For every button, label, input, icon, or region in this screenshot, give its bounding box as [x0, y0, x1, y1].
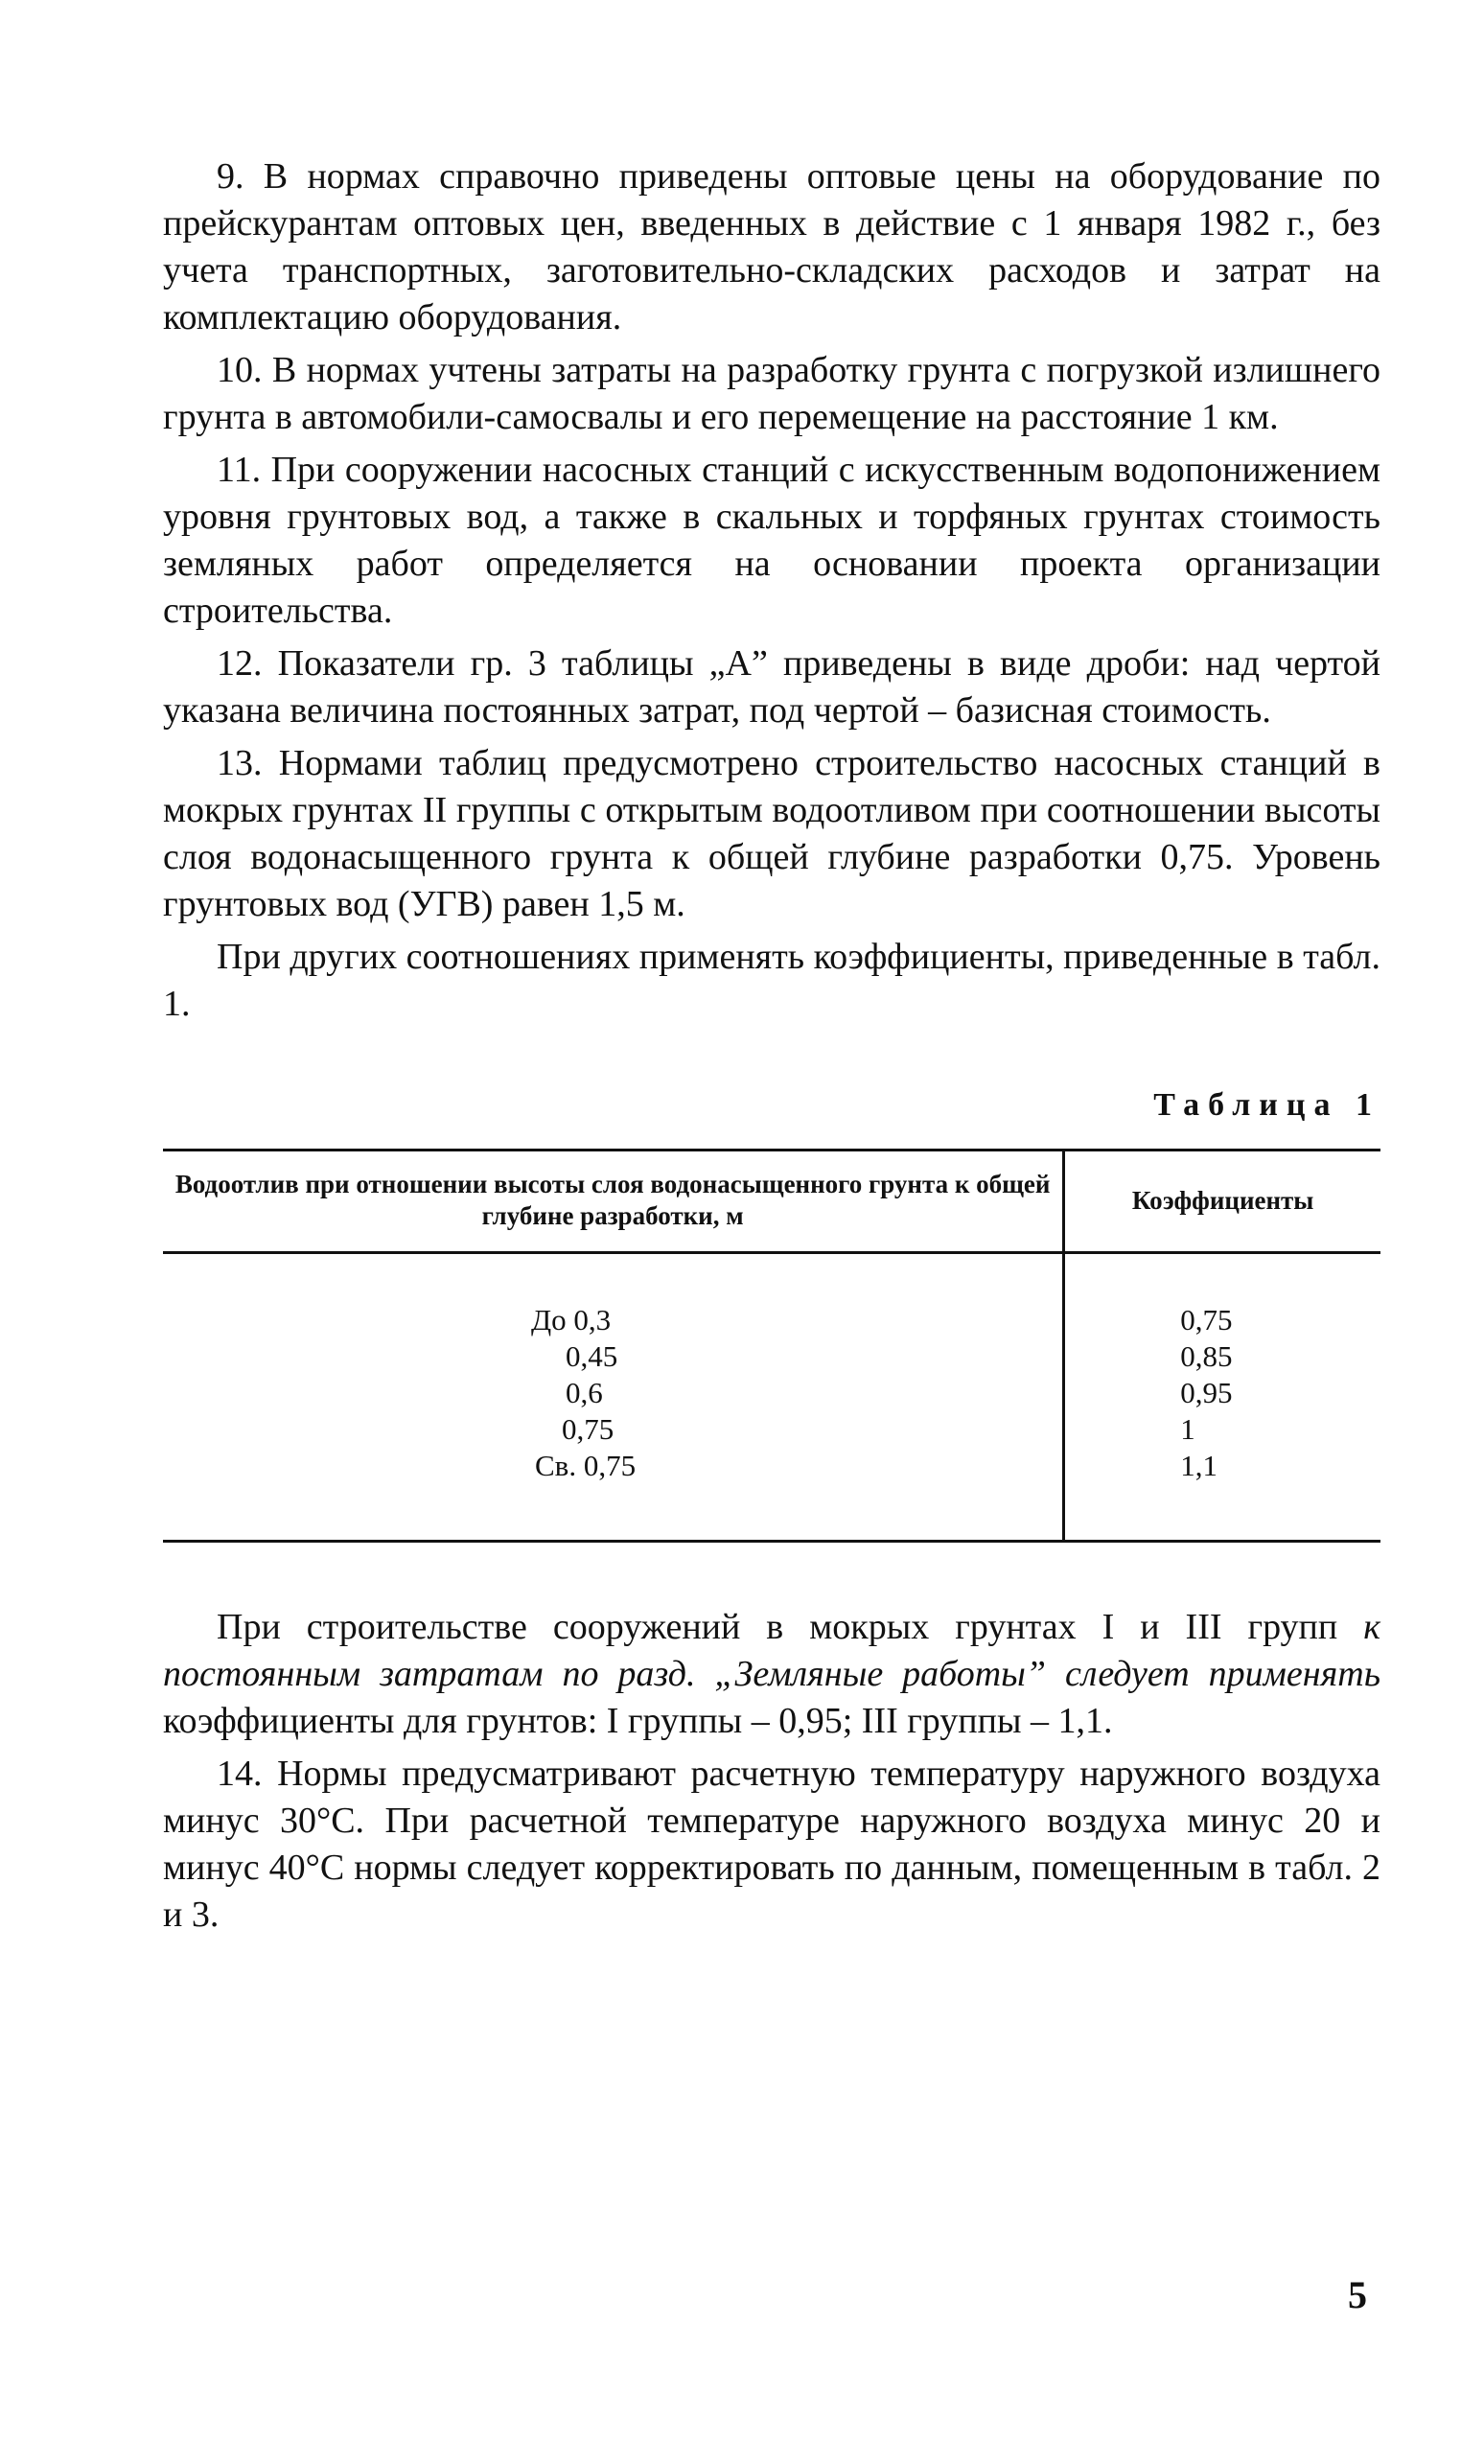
soil-groups-text-1: При строительстве сооружений в мокрых грунтах I и III групп — [217, 1607, 1364, 1647]
soil-groups-text-italic: к постоянным затратам по разд. „Земляные работы” следует применять — [163, 1607, 1380, 1694]
paragraph-soil-groups — [163, 1604, 1380, 1745]
soil-groups-text-2: коэффициенты для грунтов: I группы – 0,95; III группы – 1,1. — [163, 1701, 1113, 1741]
ratio-value: 0,75 — [562, 1412, 614, 1446]
document-page — [163, 153, 1380, 1944]
paragraph-14: 14. Нормы предусматривают расчетную температуру наружного воздуха минус 30°С. При расчетной температуре наружного воздуха минус 20 и минус 40°С нормы следует корректировать по данным, помещенным в табл. 2 и 3. — [163, 1754, 1380, 1935]
coefficient-value: 0,85 — [1180, 1339, 1233, 1373]
paragraph-11: 11. При сооружении насосных станций с искусственным водопонижением уровня грунтовых вод, а также в скальных и торфяных грунтах стоимость земляных работ определяется на основании проекта организации строительства. — [163, 450, 1380, 631]
table-header-coefficients: Коэффициенты — [1064, 1151, 1380, 1253]
coefficient-value: 0,75 — [1180, 1303, 1233, 1337]
table-header-ratio: Водоотлив при отношении высоты слоя водонасыщенного грунта к общей глубине разработки, м — [163, 1151, 1064, 1253]
coefficient-column — [1064, 1253, 1380, 1542]
paragraph-13: 13. Нормами таблиц предусмотрено строительство насосных станций в мокрых грунтах II группы с открытым водоотливом при соотношении высоты слоя водонасыщенного грунта к общей глубине разработки 0,75. Уровень грунтовых вод (УГВ) равен 1,5 м. — [163, 743, 1380, 924]
ratio-value: 0,6 — [566, 1376, 603, 1409]
paragraph-10: 10. В нормах учтены затраты на разработку грунта с погрузкой излишнего грунта в автомобили-самосвалы и его перемещение на расстояние 1 км. — [163, 350, 1380, 437]
paragraph-9: 9. В нормах справочно приведены оптовые цены на оборудование по прейскурантам оптовых цен, введенных в действие с 1 января 1982 г., без учета транспортных, заготовительно-складских расходов и затрат на комплектацию оборудования. — [163, 156, 1380, 337]
ratio-column — [163, 1253, 1064, 1542]
ratio-value: До 0,3 — [531, 1303, 612, 1337]
paragraph-13-continuation: При других соотношениях применять коэффициенты, приведенные в табл. 1. — [163, 937, 1380, 1024]
coefficient-value: 1 — [1180, 1412, 1195, 1446]
ratio-value: 0,45 — [566, 1339, 618, 1373]
coefficient-value: 0,95 — [1180, 1376, 1233, 1409]
coefficients-table — [163, 1149, 1380, 1543]
ratio-value: Св. 0,75 — [535, 1449, 637, 1482]
page-number: 5 — [1348, 2273, 1367, 2316]
coefficient-value: 1,1 — [1180, 1449, 1218, 1482]
table-caption: Таблица 1 — [1153, 1087, 1380, 1123]
paragraph-12: 12. Показатели гр. 3 таблицы „А” приведены в виде дроби: над чертой указана величина постоянных затрат, под чертой – базисная стоимость. — [163, 643, 1380, 731]
